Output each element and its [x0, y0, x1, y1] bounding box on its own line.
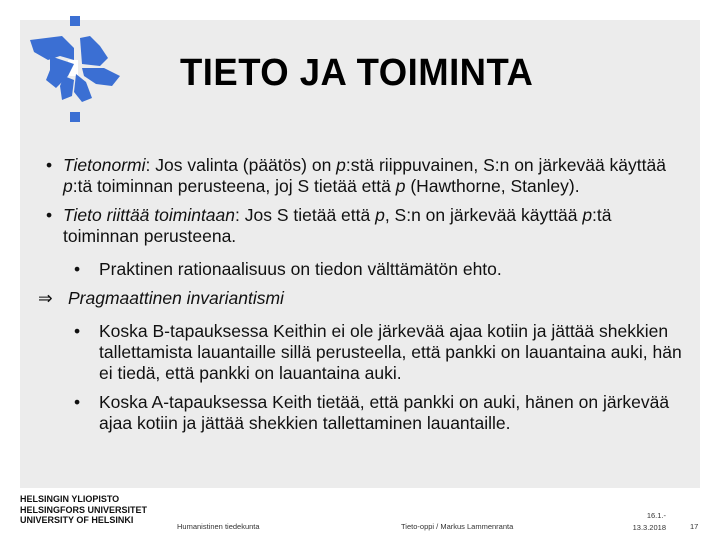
slide-title: TIETO JA TOIMINTA: [180, 52, 534, 94]
bullet-tietonormi: [36, 155, 686, 197]
date-line: 16.1.-: [646, 511, 666, 520]
date-line: 13.3.2018: [632, 523, 666, 532]
slide-content: [36, 155, 686, 442]
implies-arrow-icon: ⇒: [38, 288, 53, 308]
var-p: p: [395, 176, 406, 196]
text-span: : Jos valinta (päätös) on: [145, 155, 337, 175]
text-span: :tä toiminnan perusteena, joj S tietää että: [72, 176, 396, 196]
university-name: [20, 494, 147, 526]
slide-footer: [0, 490, 720, 540]
var-p: p: [63, 176, 73, 196]
course-label: Tieto-oppi / Markus Lammenranta: [401, 522, 514, 531]
text-span: (Hawthorne, Stanley).: [405, 176, 580, 196]
sub-bullet-praktinen: • Praktinen rationaalisuus on tiedon välttämätön ehto.: [36, 259, 686, 280]
var-p: p: [336, 155, 346, 175]
org-line: HELSINGIN YLIOPISTO: [20, 494, 120, 504]
sub-bullet-a-case: • Koska A-tapauksessa Keith tietää, että pankki on auki, hänen on järkevää ajaa kotiin ja jättää shekkien tallettaminen lauantaille.: [36, 392, 686, 434]
page-number: 17: [690, 522, 699, 531]
arrow-heading: Pragmaattinen invariantismi: [68, 288, 284, 308]
text-span: : Jos S tietää että: [235, 205, 376, 225]
date-label: [610, 510, 666, 534]
term-italic: Tieto riittää toimintaan: [63, 205, 236, 225]
text-span: :stä riippuvainen, S:n on järkevää käyttää: [345, 155, 666, 175]
helsinki-flame-logo-icon: [20, 16, 132, 122]
var-p: p: [375, 205, 385, 225]
bullet-tieto-riittaa: [36, 205, 686, 247]
text-span: :tä toiminnan perusteena.: [63, 205, 612, 246]
var-p: p: [582, 205, 593, 225]
term-italic: Tietonormi: [63, 155, 146, 175]
faculty-label: Humanistinen tiedekunta: [177, 522, 260, 531]
sub-bullet-b-case: • Koska B-tapauksessa Keithin ei ole järkevää ajaa kotiin ja jättää shekkien tallettamista lauantaille sillä perusteella, että pankki on lauantaina auki, hän ei tiedä, että pankki on lauantaina auki.: [36, 321, 686, 384]
org-line: UNIVERSITY OF HELSINKI: [20, 515, 134, 525]
arrow-heading-line: [36, 288, 686, 309]
org-line: HELSINGFORS UNIVERSITET: [20, 504, 148, 515]
text-span: , S:n on järkevää käyttää: [384, 205, 583, 225]
